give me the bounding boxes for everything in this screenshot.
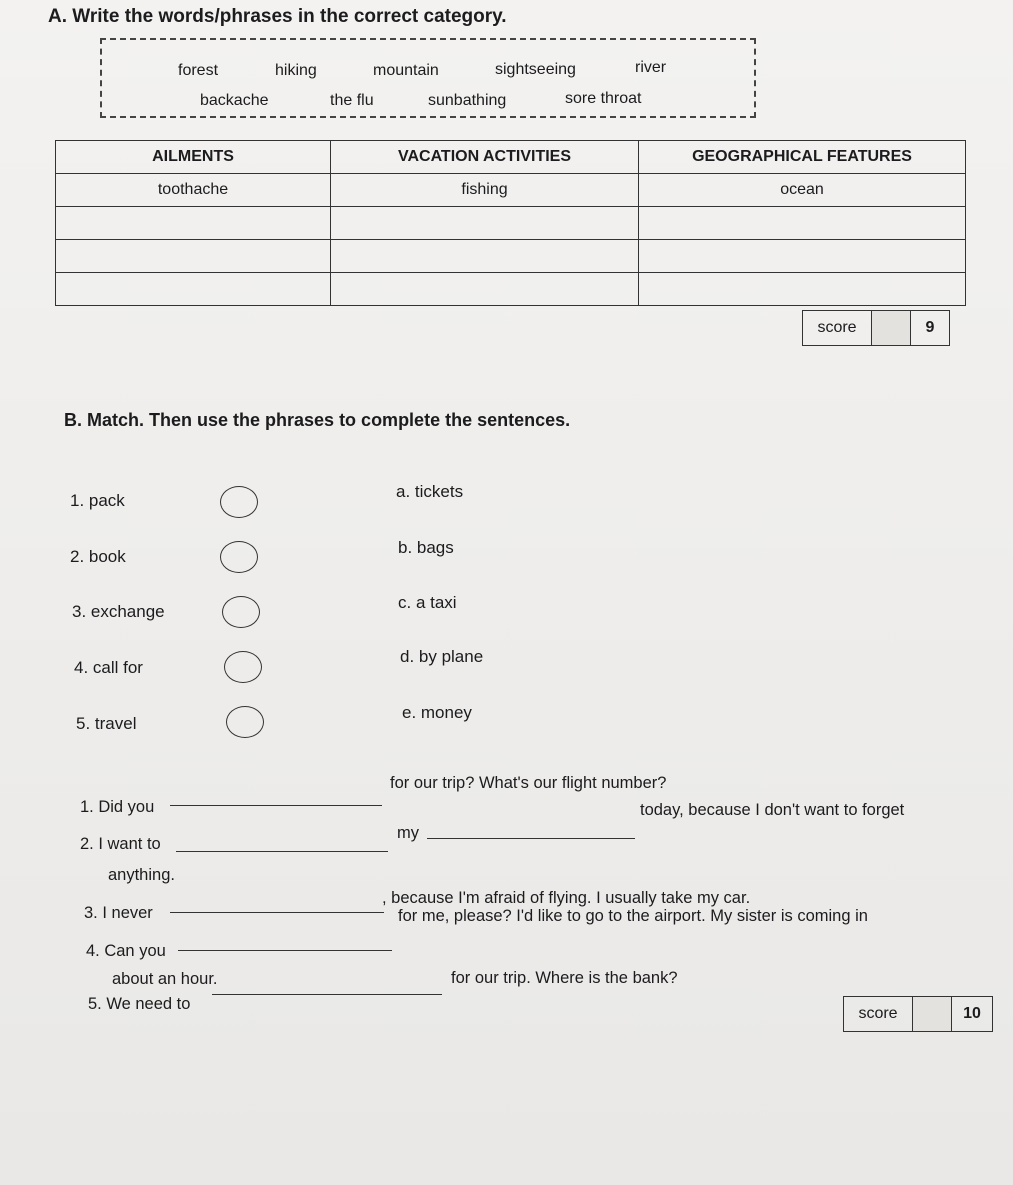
sentence-5-end: for our trip. Where is the bank?: [451, 969, 678, 987]
table-cell[interactable]: [331, 240, 639, 273]
table-cell[interactable]: [56, 207, 331, 240]
table-cell[interactable]: ocean: [639, 174, 966, 207]
sentence-3-end: , because I'm afraid of flying. I usually take my car.: [382, 889, 751, 907]
sentence-4-start: 4. Can you: [86, 942, 166, 960]
sentence-4-end: for me, please? I'd like to go to the airport. My sister is coming in: [398, 907, 868, 925]
word-bank-item: mountain: [373, 62, 439, 79]
sentence-1-end: for our trip? What's our flight number?: [390, 774, 667, 792]
match-right-item: b. bags: [398, 538, 454, 557]
table-cell[interactable]: toothache: [56, 174, 331, 207]
word-bank-item: forest: [178, 62, 219, 79]
word-bank-item: backache: [200, 92, 269, 109]
word-bank-item: sunbathing: [428, 92, 507, 109]
match-answer-circle[interactable]: [220, 541, 258, 573]
header-ailments: AILMENTS: [56, 141, 331, 174]
match-left-item: 5. travel: [76, 714, 137, 733]
sentence-2-blank-2[interactable]: [427, 838, 635, 839]
match-left-item: 3. exchange: [72, 602, 165, 621]
score-value: 10: [963, 1005, 981, 1022]
table-cell[interactable]: [331, 207, 639, 240]
table-cell[interactable]: [639, 207, 966, 240]
score-value: 9: [925, 319, 935, 336]
table-cell[interactable]: [639, 240, 966, 273]
sentence-1-blank[interactable]: [170, 805, 382, 806]
sentence-5-start: 5. We need to: [88, 995, 191, 1013]
sentence-3-blank[interactable]: [170, 912, 384, 913]
match-left-item: 1. pack: [70, 491, 125, 510]
match-left-item: 2. book: [70, 547, 126, 566]
table-cell[interactable]: [56, 240, 331, 273]
header-vacation-activities: VACATION ACTIVITIES: [331, 141, 639, 174]
score-blank[interactable]: [872, 311, 911, 345]
sentence-2-end: today, because I don't want to forget: [640, 801, 905, 819]
match-answer-circle[interactable]: [222, 596, 260, 628]
match-answer-circle[interactable]: [224, 651, 262, 683]
score-label: score: [803, 311, 872, 345]
score-blank[interactable]: [913, 997, 952, 1031]
table-row: [56, 207, 966, 240]
match-right-item: c. a taxi: [398, 593, 457, 612]
match-left-item: 4. call for: [74, 658, 143, 677]
table-header-row: [56, 141, 966, 174]
sentence-4-continued: about an hour.: [112, 970, 218, 988]
sentence-3-start: 3. I never: [84, 904, 153, 922]
word-bank-item: river: [635, 59, 667, 76]
match-answer-circle[interactable]: [220, 486, 258, 518]
sentence-2-blank-1[interactable]: [176, 851, 388, 852]
sentence-1-start: 1. Did you: [80, 798, 155, 816]
word-bank-item: sore throat: [565, 90, 642, 107]
table-row: [56, 174, 966, 207]
table-row: [56, 273, 966, 306]
score-label: score: [844, 997, 913, 1031]
table-row: [56, 240, 966, 273]
header-geographical-features: GEOGRAPHICAL FEATURES: [639, 141, 966, 174]
match-right-item: d. by plane: [400, 647, 484, 666]
sentence-4-blank[interactable]: [178, 950, 392, 951]
table-cell[interactable]: fishing: [331, 174, 639, 207]
section-a-title: A. Write the words/phrases in the correct category.: [48, 6, 507, 27]
match-answer-circle[interactable]: [226, 706, 264, 738]
word-bank-item: hiking: [275, 62, 317, 79]
table-cell[interactable]: [56, 273, 331, 306]
table-cell[interactable]: [331, 273, 639, 306]
match-right-item: e. money: [402, 703, 472, 722]
match-right-item: a. tickets: [396, 482, 464, 501]
section-b-title: B. Match. Then use the phrases to complete the sentences.: [64, 410, 571, 430]
word-bank-item: the flu: [330, 92, 374, 109]
sentence-5-blank[interactable]: [212, 994, 442, 995]
score-box-b: [843, 996, 993, 1032]
sentence-2-start: 2. I want to: [80, 835, 161, 853]
score-box-a: [802, 310, 950, 346]
category-table: [55, 140, 966, 306]
sentence-2-continued: anything.: [108, 866, 175, 884]
word-bank-item: sightseeing: [495, 61, 576, 78]
sentence-2-mid: my: [397, 824, 419, 842]
table-cell[interactable]: [639, 273, 966, 306]
